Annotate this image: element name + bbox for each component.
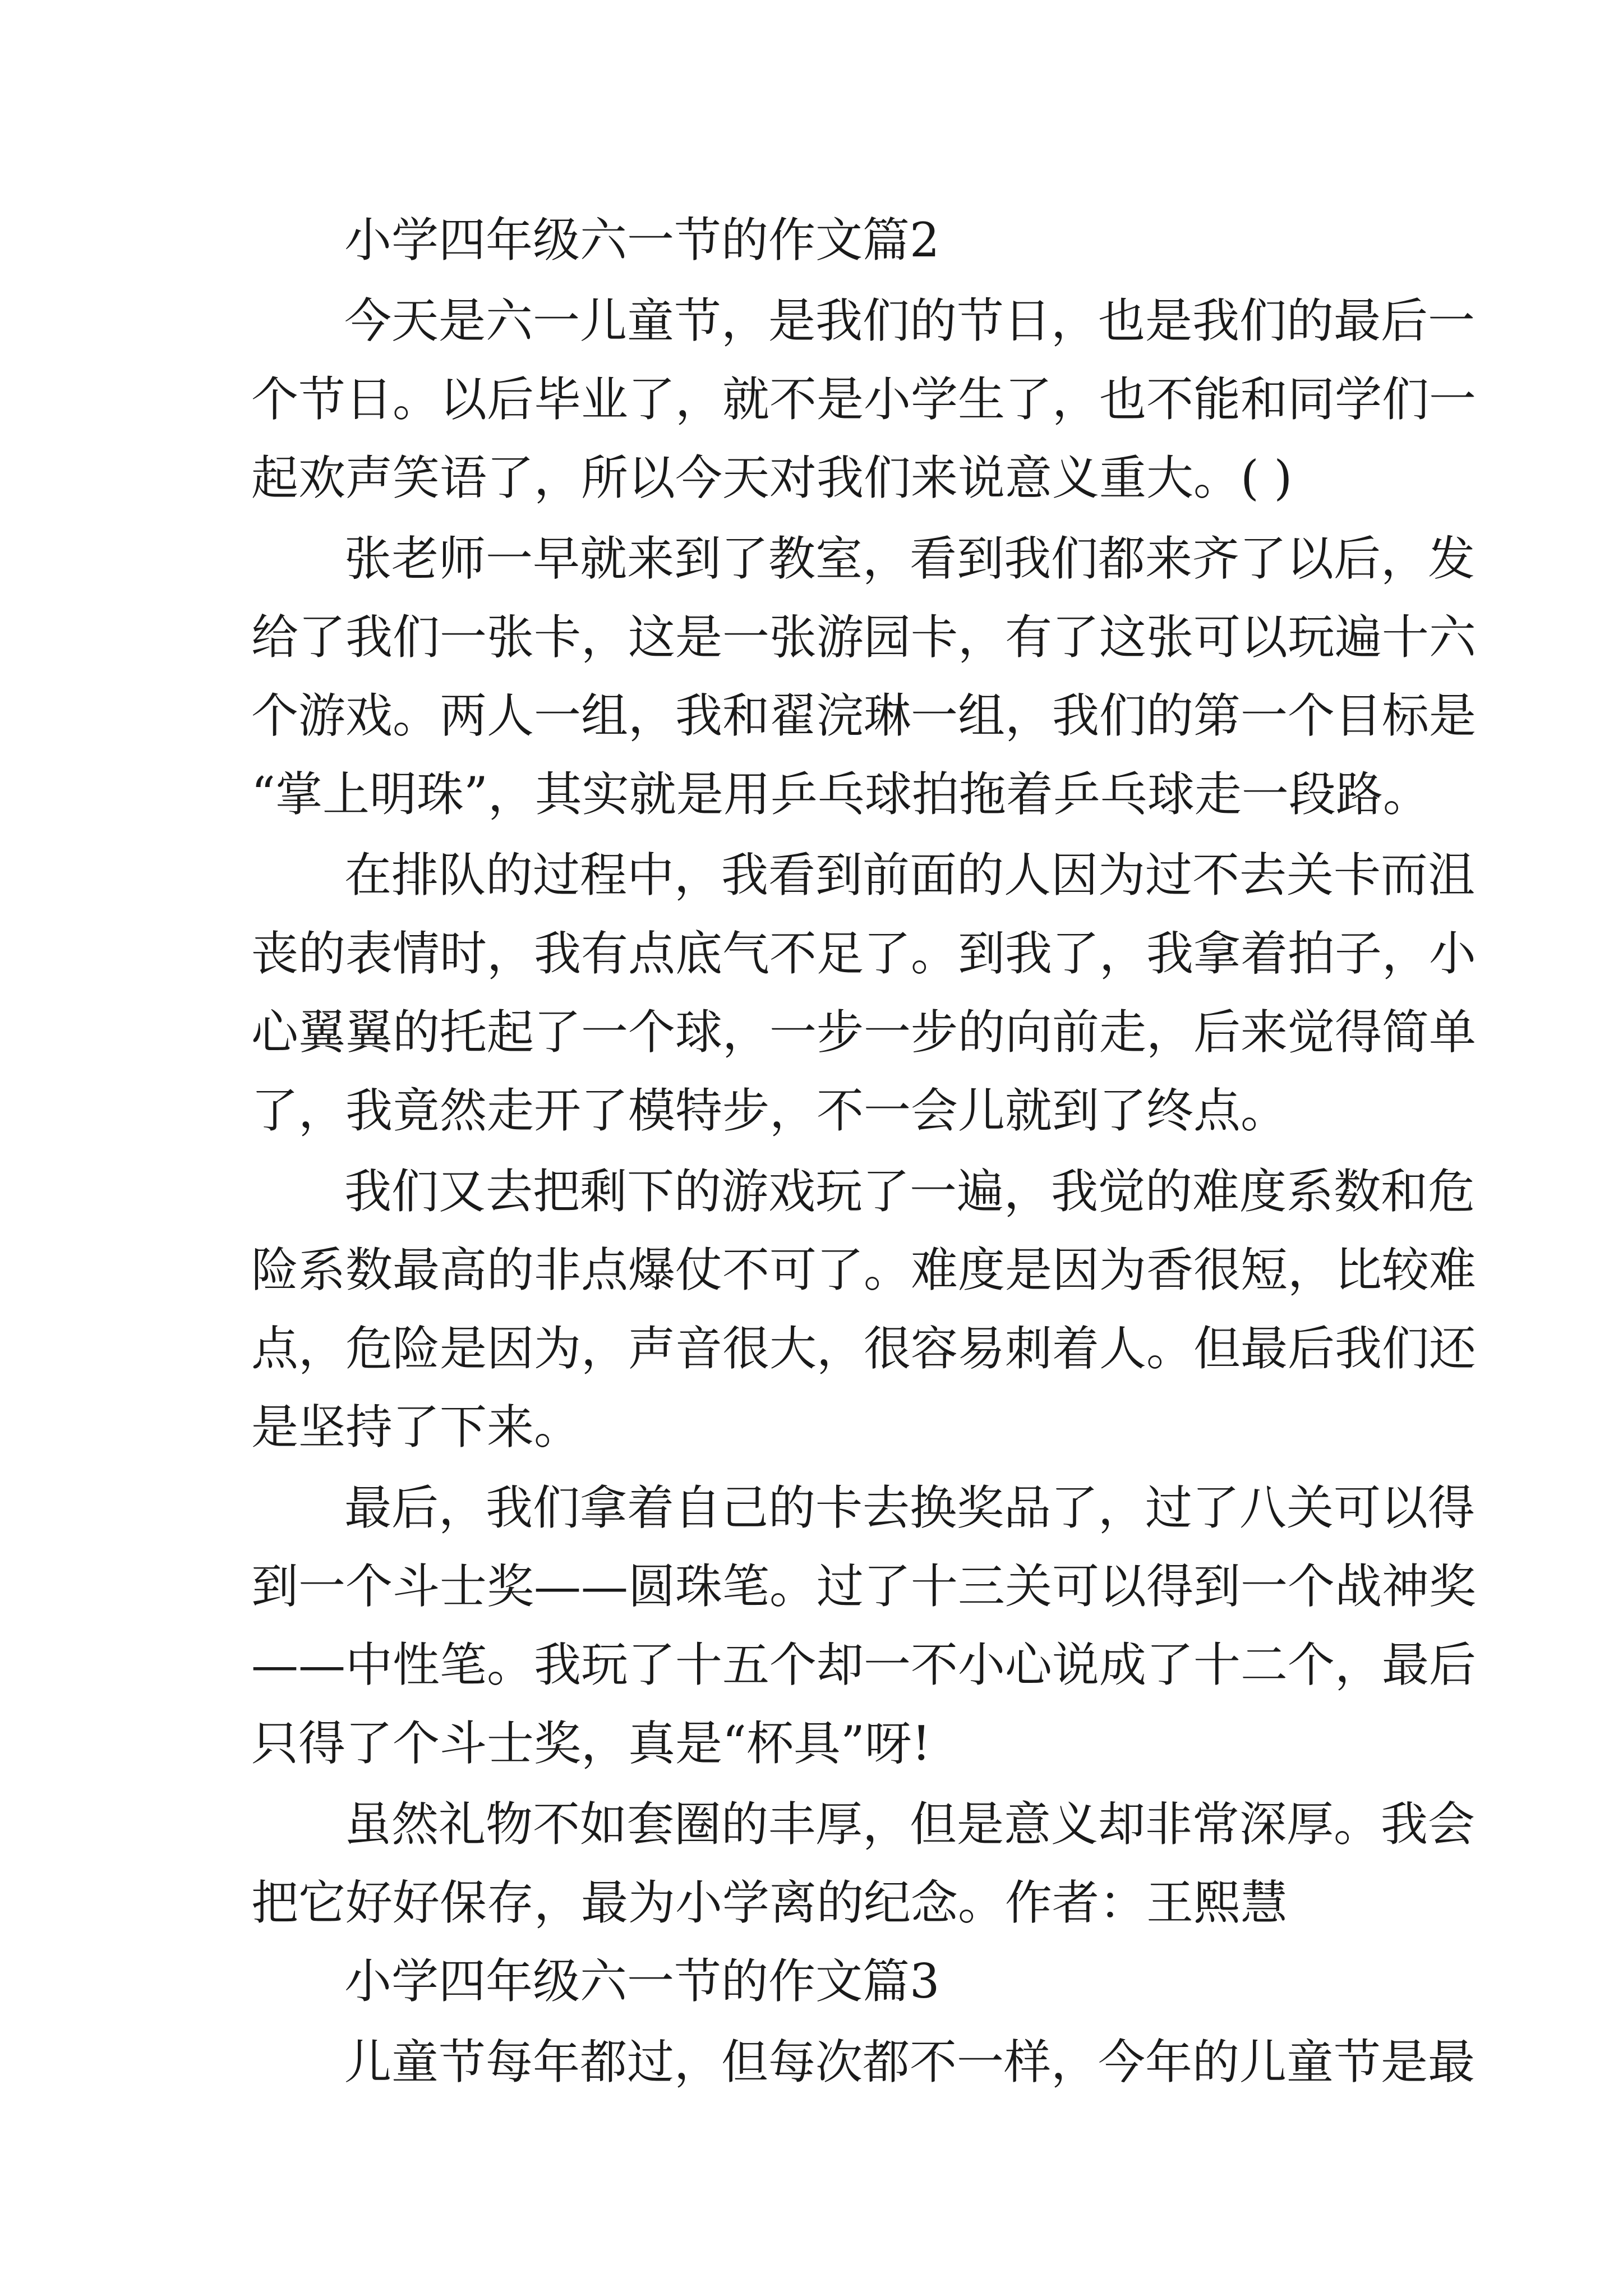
- paragraph-line: 了，我竟然走开了模特步，不一会儿就到了终点。: [251, 1083, 1288, 1138]
- paragraph-line: 最后，我们拿着自己的卡去换奖品了，过了八关可以得: [344, 1480, 1476, 1535]
- paragraph-line: 个节日。以后毕业了，就不是小学生了，也不能和同学们一: [251, 372, 1477, 427]
- paragraph-line: 起欢声笑语了，所以今天对我们来说意义重大。( ): [251, 450, 1293, 505]
- paragraph-line: 是坚持了下来。: [251, 1400, 582, 1455]
- paragraph-line: 今天是六一儿童节，是我们的节日，也是我们的最后一: [344, 293, 1476, 348]
- paragraph-line: “掌上明珠”，其实就是用乒乓球拍拖着乒乓球走一段路。: [251, 767, 1430, 822]
- paragraph-line: ——中性笔。我玩了十五个却一不小心说成了十二个，最后: [251, 1637, 1477, 1692]
- paragraph-line: 险系数最高的非点爆仗不可了。难度是因为香很短，比较难: [251, 1243, 1477, 1297]
- paragraph-line: 到一个斗士奖——圆珠笔。过了十三关可以得到一个战神奖: [251, 1559, 1477, 1614]
- paragraph-line: 把它好好保存，最为小学离的纪念。作者：王熙慧: [251, 1875, 1288, 1930]
- article-body: [251, 201, 1477, 2101]
- paragraph-line: 给了我们一张卡，这是一张游园卡，有了这张可以玩遍十六: [251, 610, 1477, 665]
- section-heading-2: 小学四年级六一节的作文篇2: [344, 213, 940, 268]
- paragraph-line: 在排队的过程中，我看到前面的人因为过不去关卡而沮: [344, 848, 1476, 903]
- paragraph-line: 丧的表情时，我有点底气不足了。到我了，我拿着拍子，小: [251, 926, 1477, 981]
- paragraph-line: 点，危险是因为，声音很大，很容易刺着人。但最后我们还: [251, 1321, 1477, 1376]
- paragraph-line: 个游戏。两人一组，我和翟浣琳一组，我们的第一个目标是: [251, 688, 1477, 743]
- paragraph-line: 张老师一早就来到了教室，看到我们都来齐了以后，发: [344, 531, 1476, 586]
- paragraph-line: 只得了个斗士奖，真是“杯具”呀!: [251, 1716, 931, 1771]
- paragraph-line: 虽然礼物不如套圈的丰厚，但是意义却非常深厚。我会: [344, 1797, 1476, 1852]
- paragraph-line: 我们又去把剩下的游戏玩了一遍，我觉的难度系数和危: [344, 1164, 1476, 1219]
- paragraph-line: 儿童节每年都过，但每次都不一样，今年的儿童节是最: [344, 2035, 1476, 2090]
- paragraph-line: 心翼翼的托起了一个球，一步一步的向前走，后来觉得简单: [251, 1005, 1477, 1060]
- section-heading-3: 小学四年级六一节的作文篇3: [344, 1954, 940, 2009]
